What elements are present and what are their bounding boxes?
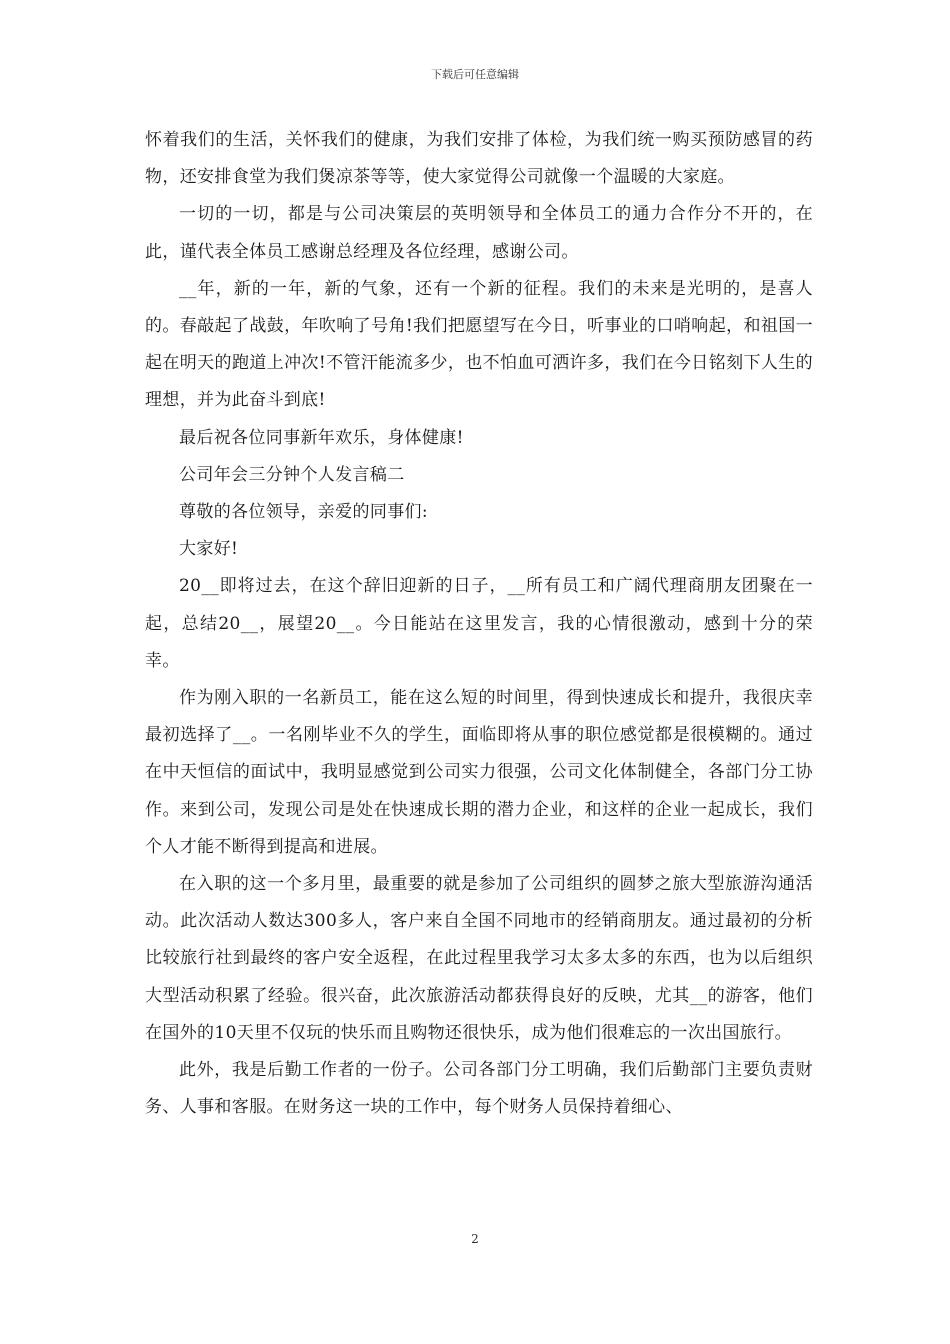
paragraph: 最后祝各位同事新年欢乐，身体健康! xyxy=(179,427,464,448)
paragraph: __年，新的一年，新的气象，还有一个新的征程。我们的未来是光明的，是喜人的。春敲起了战鼓，年吹响了号角!我们把愿望写在今日，听事业的口哨响起，和祖国一起在明天的跑道上冲次!不管汗能流多少，也不怕血可洒许多，我们在今日铭刻下人生的理想，并为此奋斗到底! xyxy=(145,278,813,411)
page-header: 下载后可任意编辑 xyxy=(431,68,519,81)
paragraph: 一切的一切，都是与公司决策层的英明领导和全体员工的通力合作分不开的，在此，谨代表全体员工感谢总经理及各位经理，感谢公司。 xyxy=(145,204,813,262)
paragraph: 作为刚入职的一名新员工，能在这么短的时间里，得到快速成长和提升，我很庆幸最初选择了__。一名刚毕业不久的学生，面临即将从事的职位感觉都是很模糊的。通过在中天恒信的面试中，我明显感觉到公司实力很强，公司文化体制健全，各部门分工协作。来到公司，发现公司是处在快速成长期的潜力企业，和这样的企业一起成长，我们个人才能不断得到提高和进展。 xyxy=(145,688,813,857)
paragraph: 20__即将过去，在这个辞旧迎新的日子，__所有员工和广阔代理商朋友团聚在一起，总结20__，展望20__。今日能站在这里发言，我的心情很激动，感到十分的荣幸。 xyxy=(145,576,813,671)
salutation: 尊敬的各位领导，亲爱的同事们: xyxy=(179,502,428,523)
paragraph: 在入职的这一个多月里，最重要的就是参加了公司组织的圆梦之旅大型旅游沟通活动。此次活动人数达300多人，客户来自全国不同地市的经销商朋友。通过最初的分析比较旅行社到最终的客户安全返程，在此过程里我学习太多太多的东西，也为以后组织大型活动积累了经验。很兴奋，此次旅游活动都获得良好的反映，尤其__的游客，他们在国外的10天里不仅玩的快乐而且购物还很快乐，成为他们很难忘的一次出国旅行。 xyxy=(145,874,813,1043)
greeting: 大家好! xyxy=(179,539,239,560)
document-body xyxy=(145,122,813,1126)
paragraph: 此外，我是后勤工作者的一份子。公司各部门分工明确，我们后勤部门主要负责财务、人事和客服。在财务这一块的工作中，每个财务人员保持着细心、 xyxy=(145,1060,813,1118)
paragraph-continued: 怀着我们的生活，关怀我们的健康，为我们安排了体检，为我们统一购买预防感冒的药物，还安排食堂为我们煲凉茶等等，使大家觉得公司就像一个温暖的大家庭。 xyxy=(145,130,813,188)
page-number: 2 xyxy=(471,1232,479,1246)
section-title: 公司年会三分钟个人发言稿二 xyxy=(179,464,405,485)
